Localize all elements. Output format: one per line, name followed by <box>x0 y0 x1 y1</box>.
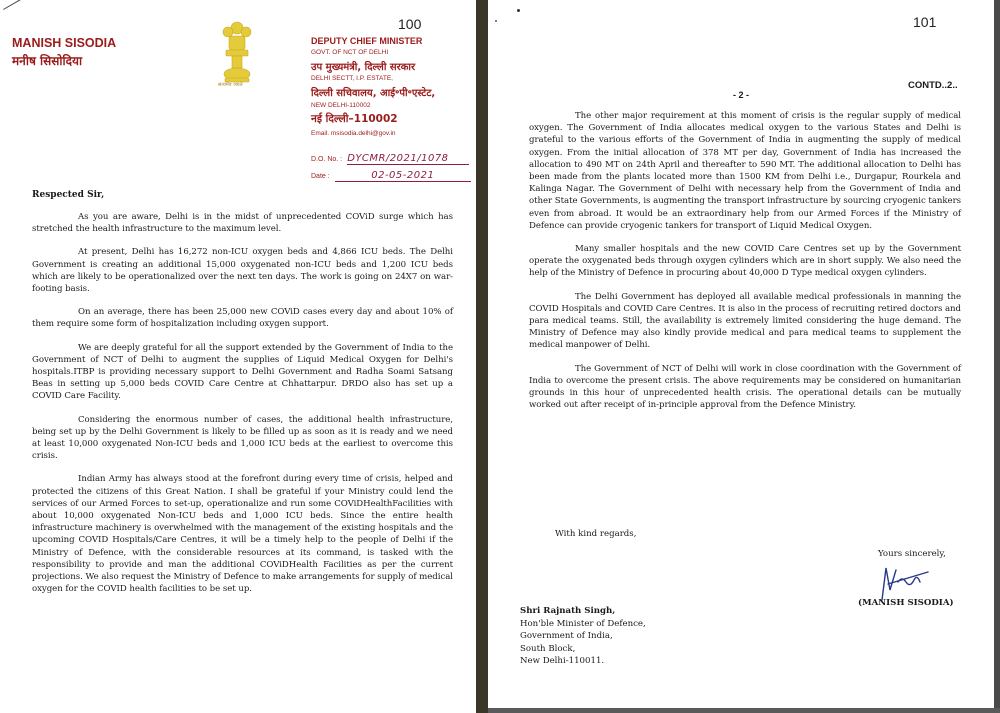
recipient-city: New Delhi-110011. <box>520 656 605 666</box>
office-address-hindi: दिल्ली सचिवालय, आई॰पी॰एस्टेट, <box>311 88 436 99</box>
recipient-address <box>520 605 646 668</box>
paragraph: The Delhi Government has deployed all available medical professionals in manning the COVID Hospitals and COVID Care Centres. It is also in the process of recruiting retired doctors and para medical teams. Still, the availability is extremely limited considering the huge demand. The Ministry of Defence may also kindly provide medical and para medical teams to supplement the medical manpower of Delhi. <box>529 291 961 351</box>
paragraph: On an average, there has been 25,000 new COViD cases every day and about 10% of them require some form of hospitalization including oxygen support. <box>32 307 453 330</box>
salutation: Respected Sir, <box>32 190 105 200</box>
date-row <box>311 163 471 182</box>
office-address: DELHI SECTT, I.P. ESTATE, <box>311 75 393 82</box>
date-value: 02-05-2021 <box>335 170 471 182</box>
paragraph: As you are aware, Delhi is in the midst of unprecedented COViD surge which has stretched the health infrastructure to the maximum level. <box>32 212 453 235</box>
frame-edge-bottom <box>488 708 1000 713</box>
sender-name-english: MANISH SISODIA <box>12 36 117 50</box>
closing-line: With kind regards, <box>555 529 637 539</box>
signature-icon <box>868 562 938 602</box>
email-address: Email. msisodia.delhi@gov.in <box>311 130 396 137</box>
frame-edge-right <box>994 0 1000 713</box>
city-pin-hindi: नई दिल्ली–110002 <box>311 113 398 125</box>
letter-body-page-2 <box>529 110 961 422</box>
paragraph: At present, Delhi has 16,272 non-ICU oxygen beds and 4,866 ICU beds. The Delhi Government is creating an additional 15,000 oxygenated non-ICU beds and 1,200 ICU beds which are likely to be operationalized over the next ten days. The work is going on 24X7 on war-footing basis. <box>32 247 453 295</box>
date-label: Date : <box>311 173 330 180</box>
page-number: 100 <box>398 16 422 32</box>
signatory-name: (MANISH SISODIA) <box>858 598 954 608</box>
speck-mark <box>517 9 520 12</box>
do-number-label: D.O. No. : <box>311 156 343 163</box>
paragraph: Many smaller hospitals and the new COVID Care Centres set up by the Government operate the oxygenated beds through oxygen cylinders which are in short supply. We also need the help of the Ministry of Defence in procuring about 40,000 D Type medical oxygen cylinders. <box>529 244 961 279</box>
recipient-block: South Block, <box>520 643 576 654</box>
paragraph: The other major requirement at this moment of crisis is the regular supply of medical oxygen. The Government of India allocates medical oxygen to the various States and Delhi is grateful to the various efforts of the Government of India in augmenting the supply of medical oxygen. From the initial allocation of 378 MT per day, Government of India has increased the allocation to 490 MT on 24th April and thereafter to 590 MT. The additional allocation to Delhi has been made from the plants located more than 1500 KM from Delhi i.e., Durgapur, Rourkela and Kalinga Nagar. The Government of Delhi with necessary help from the Government of India and other State Governments, is augmenting the transport infrastructure by sourcing cryogenic tankers even from abroad. It would be an extraordinary help from our Armed Forces if the Ministry of Defence can provide cryogenic tankers for transport of Liquid Medical Oxygen. <box>529 111 961 231</box>
paragraph: Indian Army has always stood at the forefront during every time of crisis, helped and protected the citizens of this Great Nation. I shall be grateful if your Ministry could lend the services of our Armed Forces to set-up, operationalize and run some COViDHealthFacilities with about 10,000 oxygenated Non-ICU beds and 1,000 ICU beds. Since the entire health infrastructure machinery is overwhelmed with the management of the existing hospitals and the upcoming COVID Hospitals/Care Centres, it will be a timely help to the people of Delhi if the Ministry of Defence, with the considerable resources at its command, is tasked with the responsibility to provide and man the additional COViDHealth Facilities as per the current projections. We also request the Ministry of Defence to make arrangements for supply of medical oxygen for the COVID health facilities to be set up. <box>32 474 453 595</box>
recipient-govt: Government of India, <box>520 631 613 641</box>
letter-page-1 <box>0 0 476 713</box>
valediction: Yours sincerely, <box>878 549 946 559</box>
page-marker: - 2 - <box>733 90 750 100</box>
emblem-motto: सत्यमेव जयते <box>218 82 243 88</box>
page-number: 101 <box>913 14 937 30</box>
continuation-label: CONTD..2.. <box>908 80 958 91</box>
designation-hindi: उप मुख्यमंत्री, दिल्ली सरकार <box>311 62 416 73</box>
designation: DEPUTY CHIEF MINISTER <box>311 36 423 46</box>
letter-page-2 <box>488 0 994 708</box>
letter-body-page-1 <box>32 211 453 606</box>
pen-mark <box>3 0 21 10</box>
speck-mark <box>495 20 497 22</box>
paragraph: The Government of NCT of Delhi will work in close coordination with the Government of India to overcome the present crisis. The above requirements may be considered on humanitarian grounds in this hour of unprecedented health crisis. The operational details can be mutually worked out after receipt of in-principle approval from the Defence Ministry. <box>529 363 961 411</box>
city-pin: NEW DELHI-110002 <box>311 102 371 109</box>
do-number-value: DYCMR/2021/1078 <box>347 153 469 165</box>
paragraph: We are deeply grateful for all the support extended by the Government of India to the Government of NCT of Delhi to augment the supplies of Liquid Medical Oxygen for Delhi's hospitals.ITBP is providing necessary support to Delhi Government and Radha Soami Satsang Beas in setting up 5,000 beds COVID Care Centre at Chhattarpur. DRDO also has set up a COVID Care Facility. <box>32 342 453 402</box>
recipient-name: Shri Rajnath Singh, <box>520 606 616 616</box>
sender-name-hindi: मनीष सिसोदिया <box>12 54 83 68</box>
govt-name: GOVT. OF NCT OF DELHI <box>311 49 389 56</box>
recipient-title: Hon'ble Minister of Defence, <box>520 618 646 629</box>
paragraph: Considering the enormous number of cases, the additional health infrastructure, being set up by the Delhi Government is likely to be filled up as soon as it is ready and we need at least 10,000 oxygenated Non-ICU beds and 1,000 ICU beds at the earliest to overcome this crisis. <box>32 414 453 462</box>
